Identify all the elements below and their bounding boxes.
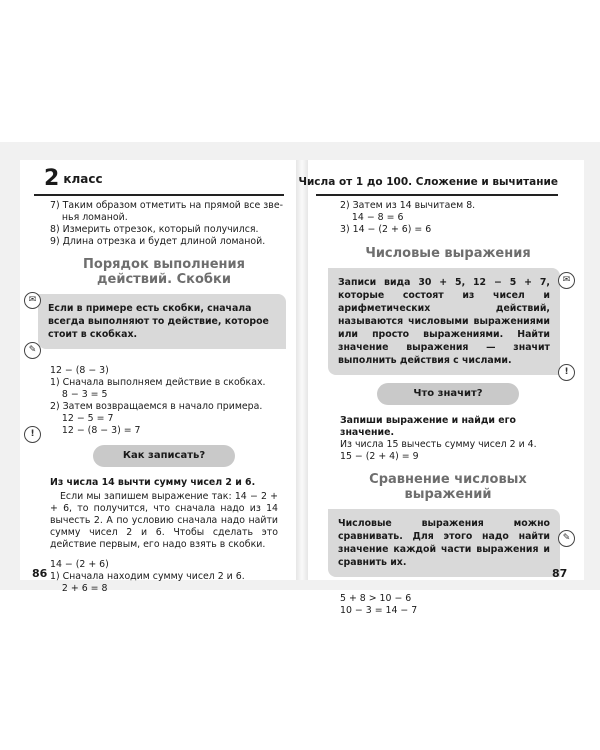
example-line: 2) Затем возвращаемся в начало примера.: [50, 401, 263, 412]
pencil-icon: ✎: [558, 530, 575, 547]
grade-number: 2: [44, 166, 60, 191]
intro-line: 7) Таким образом отметить на прямой все зве-: [50, 200, 283, 211]
page-number-left: 86: [32, 567, 48, 580]
intro-line: 8) Измерить отрезок, который получился.: [50, 224, 259, 235]
task-statement: Запиши выражение и найди его значение.: [340, 415, 516, 438]
rule-box-brackets: Если в примере есть скобки, сначала всегда выполняют то действие, которое стоит в скобках.: [38, 294, 286, 349]
task-line: 15 − (2 + 4) = 9: [340, 451, 419, 462]
right-column: [340, 200, 556, 617]
warning-icon: !: [24, 426, 41, 443]
what-does-it-mean-pill: Что значит?: [377, 383, 519, 405]
intro-line: нья ломаной.: [50, 212, 128, 223]
section-heading-expressions: Числовые выражения: [365, 246, 531, 261]
section-heading-comparison: Сравнение числовых выражений: [369, 472, 527, 502]
explanation-paragraph: Если мы запишем выражение так: 14 − 2 + + 6, то получится, что сначала надо из 14 вычесть 2. А по условию сначала надо найти сумму чисел 2 и 6. Чтобы сделать это действие первым, его надо взять в скобки.: [50, 491, 278, 550]
example-line: 12 − (8 − 3): [50, 365, 109, 376]
compare-line: 5 + 8 > 10 − 6: [340, 593, 412, 604]
task-statement: Из числа 14 вычти сумму чисел 2 и 6.: [50, 477, 256, 488]
rule-box-expressions: Записи вида 30 + 5, 12 − 5 + 7, которые состоят из чисел и арифметических действий, называются числовыми выражениями или просто выражениями. Найти значение выражения — значит выполнить действия с числами.: [328, 268, 560, 375]
section-title: Числа от 1 до 100. Сложение и вычитание: [298, 176, 558, 188]
task-line: Из числа 15 вычесть сумму чисел 2 и 4.: [340, 439, 537, 450]
header-rule-right: [316, 194, 558, 196]
grade-header: [44, 166, 103, 191]
example-line: 12 − 5 = 7: [50, 413, 114, 424]
page-number-right: 87: [552, 567, 568, 580]
example-line: 1) Сначала выполняем действие в скобках.: [50, 377, 266, 388]
rule-box-comparison: Числовые выражения можно сравнивать. Для этого надо найти значение каждой части выражения и сравнить их.: [328, 509, 560, 577]
left-column: [48, 200, 283, 595]
example-line: 2 + 6 = 8: [50, 583, 108, 594]
note-icon: ✉: [24, 292, 41, 309]
example-line: 12 − (8 − 3) = 7: [50, 425, 141, 436]
example-line: 1) Сначала находим сумму чисел 2 и 6.: [50, 571, 245, 582]
book-gutter: [296, 160, 308, 580]
note-icon: ✉: [558, 272, 575, 289]
warning-icon: !: [558, 364, 575, 381]
grade-label: класс: [63, 171, 103, 186]
section-heading-order: Порядок выполнения действий. Скобки: [83, 257, 245, 287]
compare-line: 10 − 3 = 14 − 7: [340, 605, 418, 616]
example-line: 14 − (2 + 6): [50, 559, 109, 570]
header-rule-left: [34, 194, 284, 196]
example-line: 8 − 3 = 5: [50, 389, 108, 400]
intro-line: 14 − 8 = 6: [340, 212, 404, 223]
intro-line: 3) 14 − (2 + 6) = 6: [340, 224, 432, 235]
intro-line: 2) Затем из 14 вычитаем 8.: [340, 200, 476, 211]
how-to-write-pill: Как записать?: [93, 445, 235, 467]
intro-line: 9) Длина отрезка и будет длиной ломаной.: [50, 236, 266, 247]
pencil-icon: ✎: [24, 342, 41, 359]
